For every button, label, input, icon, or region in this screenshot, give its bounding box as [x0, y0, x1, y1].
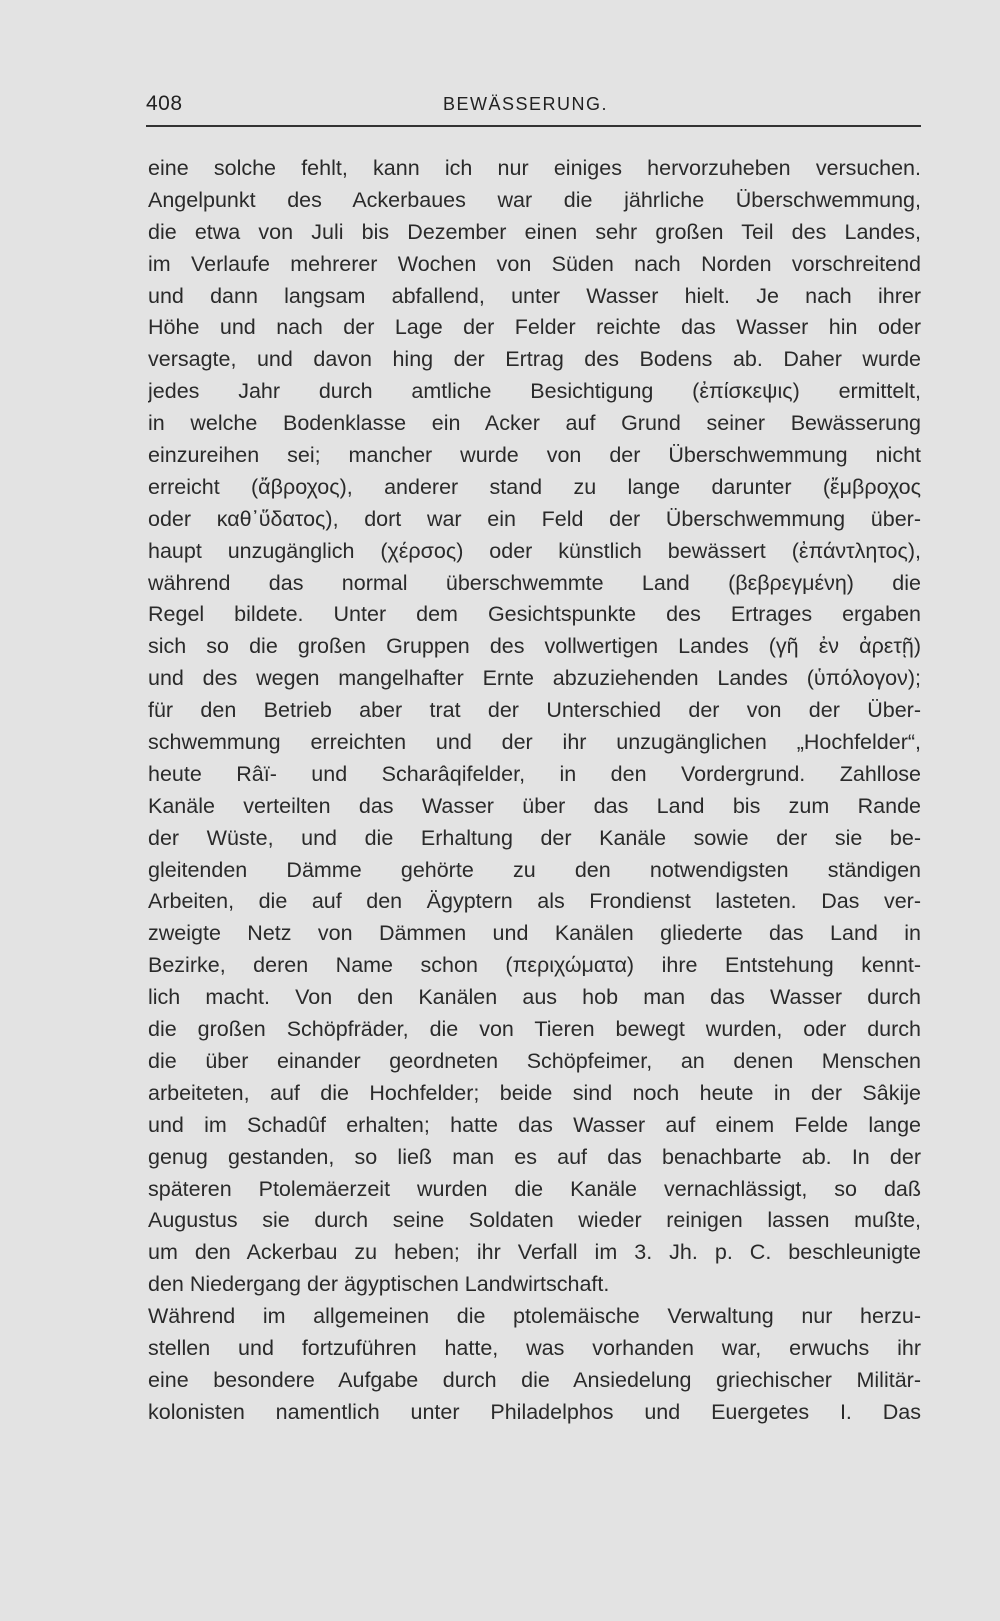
- text-line: arbeiteten, auf die Hochfelder; beide sind noch heute in der Sâkije: [148, 1080, 921, 1105]
- text-line: der Wüste, und die Erhaltung der Kanäle sowie der sie be-: [148, 825, 921, 850]
- text-line: die großen Schöpfräder, die von Tieren bewegt wurden, oder durch: [148, 1017, 921, 1042]
- text-line: kolonisten namentlich unter Philadelphos und Euergetes I. Das: [148, 1399, 921, 1424]
- text-line: haupt unzugänglich (χέρσος) oder künstlich bewässert (ἐπάντλητος),: [148, 538, 921, 563]
- text-line: um den Ackerbau zu heben; ihr Verfall im 3. Jh. p. C. beschleunigte: [148, 1240, 921, 1265]
- text-line: und des wegen mangelhafter Ernte abzuziehenden Landes (ὑπόλογον);: [148, 666, 921, 691]
- text-line: heute Râï- und Scharâqifelder, in den Vordergrund. Zahllose: [148, 761, 921, 786]
- text-line: versagte, und davon hing der Ertrag des Bodens ab. Daher wurde: [148, 347, 921, 372]
- text-line: für den Betrieb aber trat der Unterschied der von der Über-: [148, 698, 921, 723]
- text-line: Während im allgemeinen die ptolemäische Verwaltung nur herzu-: [148, 1304, 921, 1329]
- text-line: im Verlaufe mehrerer Wochen von Süden nach Norden vorschreitend: [148, 251, 921, 276]
- header-rule: [146, 125, 921, 127]
- text-line: eine besondere Aufgabe durch die Ansiedelung griechischer Militär-: [148, 1367, 921, 1392]
- text-line: jedes Jahr durch amtliche Besichtigung (ἐπίσκεψις) ermittelt,: [148, 379, 921, 404]
- text-line: schwemmung erreichten und der ihr unzugänglichen „Hochfelder“,: [148, 730, 921, 755]
- text-line: und dann langsam abfallend, unter Wasser hielt. Je nach ihrer: [148, 283, 921, 308]
- page-header: [146, 92, 921, 122]
- text-line: lich macht. Von den Kanälen aus hob man das Wasser durch: [148, 985, 921, 1010]
- text-line: Bezirke, deren Name schon (περιχώματα) ihre Entstehung kennt-: [148, 953, 921, 978]
- text-line: oder καθ᾽ὕδατος), dort war ein Feld der Überschwemmung über-: [148, 506, 921, 531]
- text-line: Regel bildete. Unter dem Gesichtspunkte des Ertrages ergaben: [148, 602, 921, 627]
- text-line: die etwa von Juli bis Dezember einen sehr großen Teil des Landes,: [148, 219, 921, 244]
- text-line: Augustus sie durch seine Soldaten wieder reinigen lassen mußte,: [148, 1208, 921, 1233]
- text-line: zweigte Netz von Dämmen und Kanälen gliederte das Land in: [148, 921, 921, 946]
- text-line: die über einander geordneten Schöpfeimer, an denen Menschen: [148, 1048, 921, 1073]
- text-line: Höhe und nach der Lage der Felder reichte das Wasser hin oder: [148, 315, 921, 340]
- text-line: in welche Bodenklasse ein Acker auf Grund seiner Bewässerung: [148, 411, 921, 436]
- text-line: eine solche fehlt, kann ich nur einiges hervorzuheben versuchen.: [148, 156, 921, 180]
- text-line: Angelpunkt des Ackerbaues war die jährliche Überschwemmung,: [148, 187, 921, 212]
- text-line: und im Schadûf erhalten; hatte das Wasser auf einem Felde lange: [148, 1112, 921, 1137]
- text-line: Arbeiten, die auf den Ägyptern als Frondienst lasteten. Das ver-: [148, 889, 921, 914]
- text-line: genug gestanden, so ließ man es auf das benachbarte ab. In der: [148, 1144, 921, 1169]
- text-line: erreicht (ἄβροχος), anderer stand zu lange darunter (ἔμβροχος: [148, 474, 921, 499]
- text-line: späteren Ptolemäerzeit wurden die Kanäle vernachlässigt, so daß: [148, 1176, 921, 1201]
- page-number: 408: [146, 92, 183, 115]
- text-line: stellen und fortzuführen hatte, was vorhanden war, erwuchs ihr: [148, 1335, 921, 1360]
- text-line: gleitenden Dämme gehörte zu den notwendigsten ständigen: [148, 857, 921, 882]
- running-head: BEWÄSSERUNG.: [443, 94, 609, 114]
- text-line: Kanäle verteilten das Wasser über das Land bis zum Rande: [148, 793, 921, 818]
- body-text: [148, 153, 921, 1429]
- text-line: einzureihen sei; mancher wurde von der Überschwemmung nicht: [148, 443, 921, 468]
- text-line: den Niedergang der ägyptischen Landwirtschaft.: [148, 1272, 610, 1297]
- text-line: während das normal überschwemmte Land (βεβρεγμένη) die: [148, 570, 921, 595]
- text-line: sich so die großen Gruppen des vollwertigen Landes (γῆ ἐν ἀρετῇ): [148, 634, 921, 659]
